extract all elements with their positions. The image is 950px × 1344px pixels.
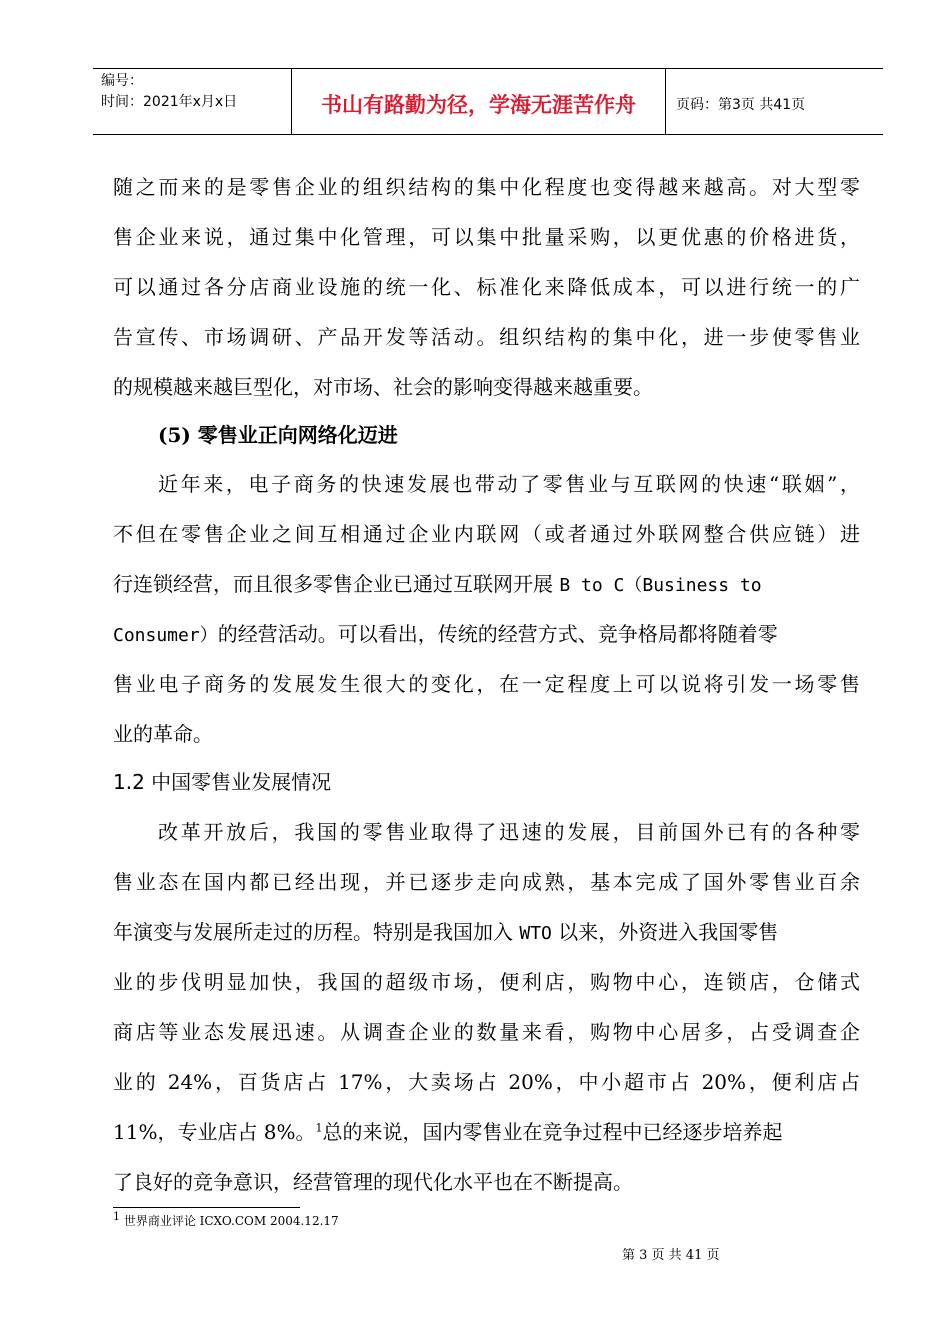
text-line: 不但在零售企业之间互相通过企业内联网（或者通过外联网整合供应链）进 (113, 522, 860, 546)
text-line: 商店等业态发展迅速。从调查企业的数量来看，购物中心居多，占受调查企 (113, 1020, 860, 1044)
consumer-term: Consumer） (113, 625, 218, 646)
footnote-text: 世界商业评论 ICXO.COM 2004.12.17 (120, 1214, 339, 1228)
text-line: 业的步伐明显加快，我国的超级市场，便利店，购物中心，连锁店，仓储式 (113, 970, 860, 994)
header-motto-cell (292, 69, 666, 134)
text-line: 业的 24%，百货店占 17%，大卖场占 20%，中小超市占 20%，便利店占 (113, 1070, 860, 1094)
text-line: 11%，专业店占 8%。$^1$总的来说，国内零售业在竞争过程中已经逐步培养起 (113, 1120, 783, 1144)
section-title: 1.2 中国零售业发展情况 (113, 770, 332, 794)
footnote (113, 1210, 339, 1229)
number-label: 编号： (101, 73, 143, 89)
paragraph-centralization (113, 162, 860, 412)
header-meta-cell (93, 69, 292, 134)
text-line: 近年来，电子商务的快速发展也带动了零售业与互联网的快速“联姻”， (158, 472, 860, 496)
text-line: 的规模越来越巨型化，对市场、社会的影响变得越来越重要。 (113, 375, 653, 399)
text-line: 业的革命。 (113, 722, 213, 746)
b-to-c-term: B to C（Business to (559, 575, 762, 596)
text-line: 可以通过各分店商业设施的统一化、标准化来降低成本，可以进行统一的广 (113, 275, 860, 299)
footnote-marker: 1 (113, 1210, 120, 1223)
paragraph-networking (113, 459, 860, 759)
text-line: 售业电子商务的发展发生很大的变化，在一定程度上可以说将引发一场零售 (113, 672, 860, 696)
header-motto: 书山有路勤为径，学海无涯苦作舟 (321, 93, 636, 117)
text-line: 行连锁经营，而且很多零售企业已通过互联网开展 B to C（Business to (113, 572, 762, 596)
time-label: 时间：2021年x月x日 (101, 94, 238, 110)
footnote-ref[interactable]: 1 (315, 1121, 323, 1135)
page-footer: 第 3 页 共 41 页 (622, 1248, 720, 1263)
text-line: 售业态在国内都已经出现，并已逐步走向成熟，基本完成了国外零售业百余 (113, 870, 860, 894)
page-header (93, 68, 883, 135)
header-page-info: 页码：第3页 共41页 (676, 97, 806, 113)
header-page-cell (666, 69, 883, 134)
text-line: 年演变与发展所走过的历程。特别是我国加入 WTO 以来，外资进入我国零售 (113, 920, 779, 944)
text-line: 随之而来的是零售企业的组织结构的集中化程度也变得越来越高。对大型零 (113, 175, 860, 199)
text-line: 售企业来说，通过集中化管理，可以集中批量采购，以更优惠的价格进货， (113, 225, 860, 249)
text-line: 了良好的竞争意识，经营管理的现代化水平也在不断提高。 (113, 1170, 633, 1194)
text-line: Consumer）的经营活动。可以看出，传统的经营方式、竞争格局都将随着零 (113, 622, 778, 646)
wto-term: WTO (519, 923, 552, 944)
text-line: 告宣传、市场调研、产品开发等活动。组织结构的集中化，进一步使零售业 (113, 325, 860, 349)
paragraph-china-retail (113, 807, 860, 1207)
text-line: 改革开放后，我国的零售业取得了迅速的发展，目前国外已有的各种零 (158, 820, 860, 844)
subheading-networking: (5) 零售业正向网络化迈进 (158, 423, 398, 447)
footnote-divider (113, 1207, 300, 1208)
